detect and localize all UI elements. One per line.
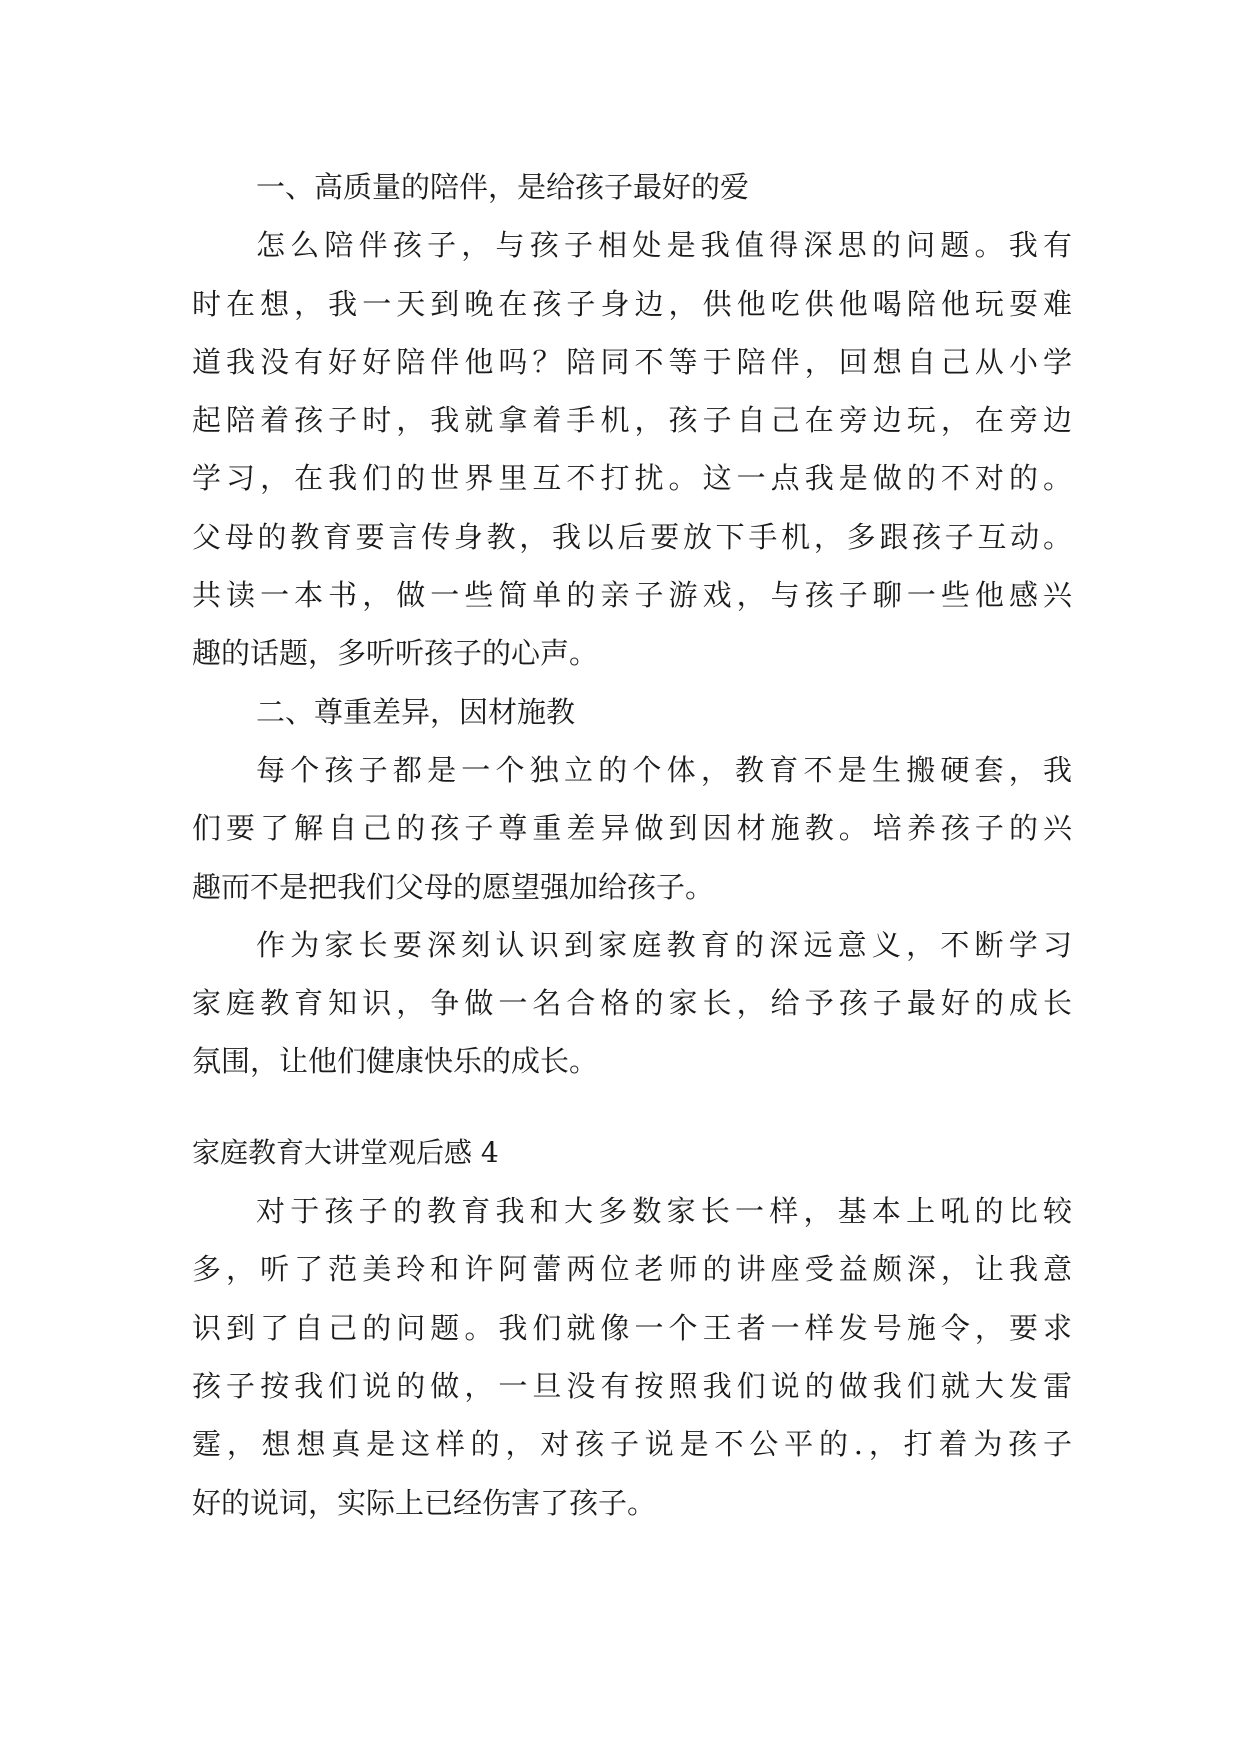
paragraph-line: 起陪着孩子时，我就拿着手机，孩子自己在旁边玩，在旁边 <box>192 403 1072 438</box>
section-quality-companionship <box>192 158 1072 683</box>
paragraph <box>192 1182 1072 1532</box>
paragraph-line: 父母的教育要言传身教，我以后要放下手机，多跟孩子互动。 <box>192 519 1072 554</box>
section-respect-differences <box>192 683 1072 1091</box>
section-reflection-4 <box>192 1182 1072 1532</box>
paragraph-line: 对于孩子的教育我和大多数家长一样，基本上吼的比较 <box>256 1194 1072 1229</box>
paragraph-line: 共读一本书，做一些简单的亲子游戏，与孩子聊一些他感兴 <box>192 578 1072 613</box>
paragraph-line: 学习，在我们的世界里互不打扰。这一点我是做的不对的。 <box>192 461 1072 496</box>
document-body <box>192 158 1072 1532</box>
article-title: 家庭教育大讲堂观后感 4 <box>192 1135 499 1169</box>
section-heading: 一、高质量的陪伴，是给孩子最好的爱 <box>256 170 750 204</box>
paragraph <box>192 216 1072 682</box>
paragraph <box>192 916 1072 1091</box>
paragraph-line: 氛围，让他们健康快乐的成长。 <box>192 1044 599 1079</box>
paragraph-line: 作为家长要深刻认识到家庭教育的深远意义，不断学习 <box>256 927 1072 962</box>
paragraph-line: 霆，想想真是这样的，对孩子说是不公平的.，打着为孩子 <box>192 1427 1072 1462</box>
paragraph-line: 怎么陪伴孩子，与孩子相处是我值得深思的问题。我有 <box>256 228 1072 263</box>
paragraph-line: 趣的话题，多听听孩子的心声。 <box>192 636 599 671</box>
paragraph <box>192 741 1072 916</box>
paragraph-line: 每个孩子都是一个独立的个体，教育不是生搬硬套，我 <box>256 752 1072 787</box>
paragraph-line: 好的说词，实际上已经伤害了孩子。 <box>192 1485 657 1520</box>
section-heading: 二、尊重差异，因材施教 <box>256 694 576 729</box>
paragraph-line: 趣而不是把我们父母的愿望强加给孩子。 <box>192 869 715 904</box>
paragraph-line: 识到了自己的问题。我们就像一个王者一样发号施令，要求 <box>192 1310 1072 1345</box>
paragraph-line: 家庭教育知识，争做一名合格的家长，给予孩子最好的成长 <box>192 986 1072 1021</box>
paragraph-line: 道我没有好好陪伴他吗？陪同不等于陪伴，回想自己从小学 <box>192 344 1072 379</box>
paragraph-line: 们要了解自己的孩子尊重差异做到因材施教。培养孩子的兴 <box>192 811 1072 846</box>
paragraph-line: 孩子按我们说的做，一旦没有按照我们说的做我们就大发雷 <box>192 1368 1072 1403</box>
paragraph-line: 时在想，我一天到晚在孩子身边，供他吃供他喝陪他玩耍难 <box>192 286 1072 321</box>
paragraph-line: 多，听了范美玲和许阿蕾两位老师的讲座受益颇深，让我意 <box>192 1252 1072 1287</box>
